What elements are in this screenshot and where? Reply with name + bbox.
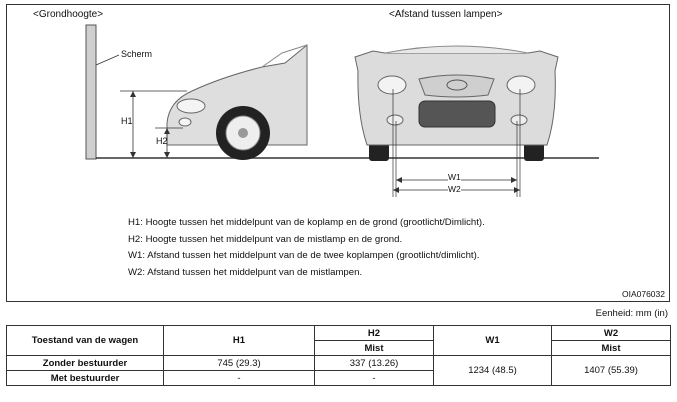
header-w1: W1 xyxy=(434,326,552,356)
screen-label: Scherm xyxy=(121,49,153,59)
legend-h1: H1: Hoogte tussen het middelpunt van de koplamp en de grond (grootlicht/Dimlicht). xyxy=(128,217,485,228)
w2-label: W2 xyxy=(448,184,461,194)
header-h2-mist: Mist xyxy=(315,341,434,356)
legend-w2: W2: Afstand tussen het middelpunt van de mistlampen. xyxy=(128,266,363,278)
table-header-row xyxy=(7,326,671,341)
figure-code: OIA076032 xyxy=(621,289,665,299)
headlamp-spec-table xyxy=(6,325,671,386)
w2-value: 1407 (55.39) xyxy=(552,356,671,386)
row-state: Met bestuurder xyxy=(7,371,164,386)
legend-h2: H2: Hoogte tussen het middelpunt van de mistlamp en de grond. xyxy=(128,233,403,245)
table-row xyxy=(7,356,671,371)
w1-value: 1234 (48.5) xyxy=(434,356,552,386)
h1-label: H1 xyxy=(121,116,133,126)
headlamp-aiming-figure xyxy=(6,4,670,302)
ground-height-title: <Grondhoogte> xyxy=(33,9,104,20)
row-h1: - xyxy=(164,371,315,386)
legend-w1: W1: Afstand tussen het middelpunt van de de twee koplampen (grootlicht/dimlicht). xyxy=(128,250,480,262)
header-h2: H2 xyxy=(315,326,434,341)
screen-wall xyxy=(86,25,96,159)
side-car xyxy=(167,45,307,160)
unit-note: Eenheid: mm (in) xyxy=(595,308,668,319)
lamp-distance-title: <Afstand tussen lampen> xyxy=(389,9,503,20)
row-h2: 337 (13.26) xyxy=(315,356,434,371)
header-w2: W2 xyxy=(552,326,671,341)
screen-leader-line xyxy=(96,55,119,65)
row-h1: 745 (29.3) xyxy=(164,356,315,371)
row-h2: - xyxy=(315,371,434,386)
w1-label: W1 xyxy=(448,172,461,182)
header-h1: H1 xyxy=(164,326,315,356)
legend xyxy=(128,215,485,281)
front-car xyxy=(355,46,558,161)
h2-label: H2 xyxy=(156,136,168,146)
header-w2-mist: Mist xyxy=(552,341,671,356)
row-state: Zonder bestuurder xyxy=(7,356,164,371)
header-state: Toestand van de wagen xyxy=(7,326,164,356)
